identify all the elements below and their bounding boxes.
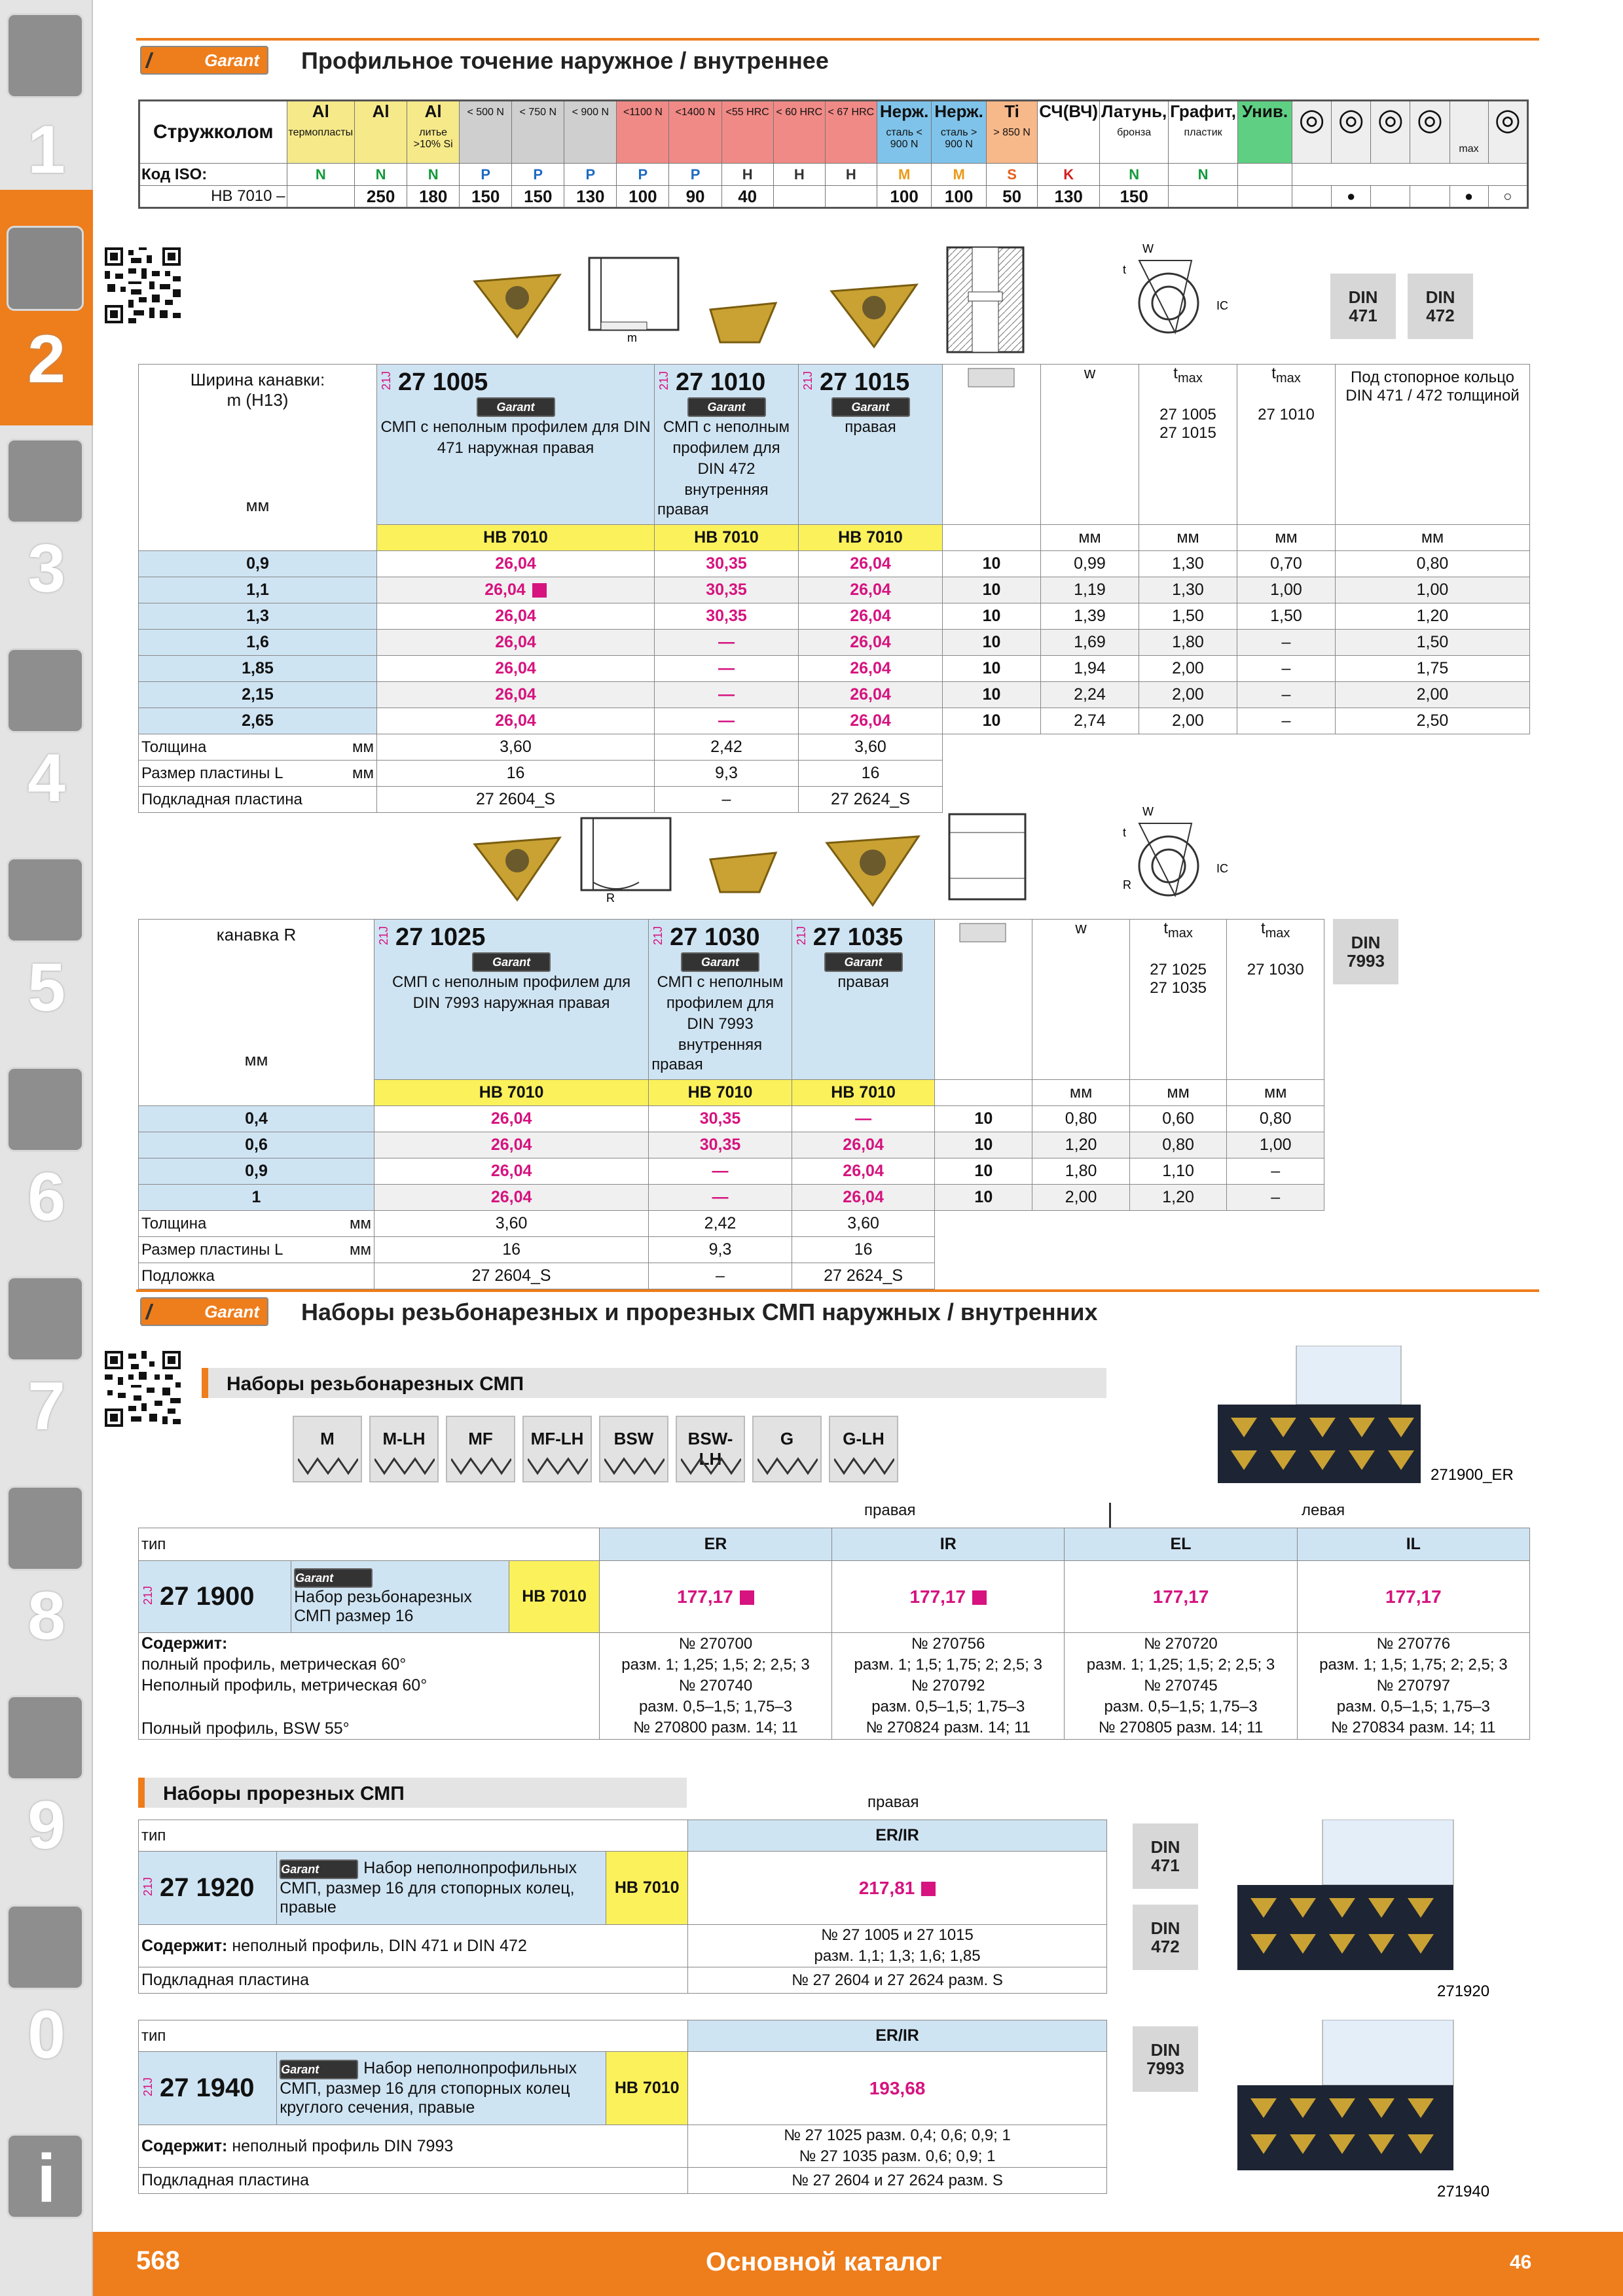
din-7993-badge: DIN 7993 <box>1333 919 1398 984</box>
table-row: 2,65 26,04 — 26,04 10 2,74 2,00 – 2,50 <box>139 708 1530 734</box>
set-price[interactable]: 193,68 <box>688 2052 1107 2125</box>
chapter-1-number[interactable]: 1 <box>27 112 65 188</box>
article-header-1: 21J 27 1010 Garant СМП с неполным профилем для DIN 472 внутренняя правая <box>655 365 799 525</box>
grade: HB 7010 <box>606 1852 688 1925</box>
price-cell[interactable]: 26,04 <box>792 1132 935 1158</box>
footer-row: Размер пластины L мм 16 9,3 16 <box>139 761 1530 787</box>
chip-shape-icon-0: ◎ <box>1292 101 1332 164</box>
price-cell[interactable]: 26,04 <box>377 577 655 603</box>
hb-value-6: 100 <box>617 186 669 208</box>
price-cell[interactable]: 26,04 <box>377 630 655 656</box>
set-contents: Содержит: неполный профиль DIN 7993 <box>139 2125 688 2168</box>
mm-unit-r-1: мм <box>1129 1080 1227 1106</box>
stock-marker-icon <box>921 1882 936 1896</box>
price-cell[interactable]: 26,04 <box>377 656 655 682</box>
material-col-3: < 500 N <box>460 101 512 164</box>
chapter-4-number[interactable]: 4 <box>27 740 65 816</box>
chip-dot-2 <box>1410 186 1450 208</box>
chapter-1-icon[interactable] <box>7 13 84 98</box>
price-cell[interactable]: 30,35 <box>655 577 799 603</box>
groove-r-header: канавка R мм <box>139 920 374 1106</box>
sheet-number: 46 <box>1510 2251 1532 2273</box>
hb-value-3: 150 <box>460 186 512 208</box>
garant-logo-2: Garant <box>140 1297 268 1326</box>
w-header: w <box>1041 365 1139 525</box>
material-col-2: Al литье >10% Si <box>407 101 460 164</box>
table-row: 0,9 26,04 — 26,04 10 1,80 1,10 – <box>139 1158 1324 1185</box>
material-col-10: < 67 HRC <box>825 101 877 164</box>
m-label: m <box>627 331 637 344</box>
grade-1030: HB 7010 <box>649 1080 792 1106</box>
chapter-3-number[interactable]: 3 <box>27 531 65 607</box>
chapter-0-number[interactable]: 0 <box>27 1997 65 2073</box>
article-header-r-0: 21J 27 1025 Garant СМП с неполным профилем для DIN 7993 наружная правая <box>374 920 649 1080</box>
iso-code-16: N <box>1169 164 1238 186</box>
groove-drawing-outer <box>588 257 684 348</box>
chapter-2-icon[interactable] <box>7 226 84 311</box>
qr-code[interactable] <box>105 247 181 323</box>
iso-code-0: N <box>287 164 355 186</box>
set-price[interactable]: 217,81 <box>688 1852 1107 1925</box>
thread-type-7[interactable]: G-LH <box>829 1416 898 1482</box>
type-label: тип <box>139 1528 600 1561</box>
chip-dot-0: ● <box>1332 186 1371 208</box>
thread-type-2[interactable]: MF <box>446 1416 515 1482</box>
plate-value: № 27 2604 и 27 2624 разм. S <box>688 2168 1107 2194</box>
hb-value-10 <box>825 186 877 208</box>
garant-logo: Garant <box>140 46 268 75</box>
table-row: 1,6 26,04 — 26,04 10 1,69 1,80 – 1,50 <box>139 630 1530 656</box>
price-cell[interactable]: 26,04 <box>799 603 943 630</box>
din-471-badge: DIN 471 <box>1330 274 1396 339</box>
thread-type-5[interactable]: BSW-LH <box>676 1416 745 1482</box>
price-cell[interactable]: 26,04 <box>374 1158 649 1185</box>
thread-price-3[interactable]: 177,17 <box>1297 1561 1529 1633</box>
thread-price-1[interactable]: 177,17 <box>832 1561 1065 1633</box>
thread-type-1[interactable]: M-LH <box>369 1416 439 1482</box>
groove-set-table-271920 <box>138 1820 1107 1994</box>
article-header-0: 21J 27 1005 Garant СМП с неполным профилем для DIN 471 наружная правая <box>377 365 655 525</box>
insert-quantity-icon <box>943 365 1041 525</box>
thread-set-table <box>138 1528 1530 1740</box>
col-er-ir: ER/IR <box>688 1820 1107 1852</box>
chapter-6-icon[interactable] <box>7 1067 84 1152</box>
iso-code-9: H <box>773 164 825 186</box>
mm-unit-r-2: мм <box>1227 1080 1324 1106</box>
hb-value-1: 250 <box>355 186 407 208</box>
hb-value-12: 100 <box>932 186 986 208</box>
hb-label: HB 7010 – <box>139 186 287 208</box>
photo-label-271940: 271940 <box>1437 2183 1490 2200</box>
hb-value-7: 90 <box>669 186 721 208</box>
t-label-2: t <box>1123 826 1127 839</box>
thread-col-EL: EL <box>1065 1528 1297 1561</box>
groove-set-photo-271920 <box>1231 1820 1539 2003</box>
table-row: 1,3 26,04 30,35 26,04 10 1,39 1,50 1,50 1,20 <box>139 603 1530 630</box>
hb-value-11: 100 <box>877 186 931 208</box>
chapter-sidebar <box>0 0 93 2296</box>
chapter-5-number[interactable]: 5 <box>27 950 65 1026</box>
chip-dot-1 <box>1371 186 1410 208</box>
groove-insert-table-1 <box>138 364 1530 813</box>
grade: HB 7010 <box>606 2052 688 2125</box>
section-header-profile-turning <box>136 38 1539 75</box>
grade-1015: HB 7010 <box>799 525 943 551</box>
insert-quantity-icon-2 <box>935 920 1032 1080</box>
page-number: 568 <box>136 2246 180 2275</box>
price-cell[interactable]: 26,04 <box>799 577 943 603</box>
round-ring-diagram <box>1113 804 1231 902</box>
groove-width: 1,6 <box>139 630 377 656</box>
chip-shape-icon-3: ◎ <box>1410 101 1450 164</box>
chapter-9-number[interactable]: 9 <box>27 1787 65 1863</box>
footer-row: Толщина мм 3,60 2,42 3,60 <box>139 1211 1324 1237</box>
article-header-2: 21J 27 1015 Garant правая <box>799 365 943 525</box>
price-cell[interactable]: 26,04 <box>377 551 655 577</box>
insert-27-1030-image <box>707 850 779 895</box>
mm-unit-0: мм <box>1041 525 1139 551</box>
footer-row: Подложка 27 2604_S – 27 2624_S <box>139 1263 1324 1289</box>
info-letter[interactable]: i <box>37 2141 56 2217</box>
groove-set-table-271940 <box>138 2020 1107 2194</box>
footer-row: Размер пластины L мм 16 9,3 16 <box>139 1237 1324 1263</box>
type-label: тип <box>139 1820 688 1852</box>
thread-contents-3: № 270776 разм. 1; 1,5; 1,75; 2; 2,5; 3 № 270797 разм. 0,5–1,5; 1,75–3 № 270834 разм. 14; 11 <box>1297 1633 1529 1740</box>
section-title: Профильное точение наружное / внутреннее <box>301 47 829 74</box>
price-cell[interactable]: 30,35 <box>649 1106 792 1132</box>
groove-sets-subtitle: Наборы прорезных СМП <box>163 1783 405 1804</box>
stock-marker-icon <box>740 1590 754 1605</box>
thread-contents-0: № 270700 разм. 1; 1,25; 1,5; 2; 2,5; 3 № 270740 разм. 0,5–1,5; 1,75–3 № 270800 разм. 14; 11 <box>599 1633 831 1740</box>
iso-code-2: N <box>407 164 460 186</box>
table-row: 1 26,04 — 26,04 10 2,00 1,20 – <box>139 1185 1324 1211</box>
price-cell[interactable]: — <box>649 1158 792 1185</box>
thread-sets-subtitle-bar <box>202 1368 1106 1398</box>
mm-unit-3: мм <box>1336 525 1530 551</box>
tmax-header-2: $t_{max}$ 27 1010 <box>1237 365 1336 525</box>
chapter-9-icon[interactable] <box>7 1695 84 1780</box>
thread-contents-1: № 270756 разм. 1; 1,5; 1,75; 2; 2,5; 3 № 270792 разм. 0,5–1,5; 1,75–3 № 270824 разм. 14; 11 <box>832 1633 1065 1740</box>
footer-row: Подкладная пластина 27 2604_S – 27 2624_S <box>139 787 1530 813</box>
thread-type-0[interactable]: M <box>293 1416 362 1482</box>
chip-dot-3: ● <box>1450 186 1488 208</box>
page-footer <box>93 2232 1623 2296</box>
hb-value-13: 50 <box>986 186 1037 208</box>
price-cell[interactable]: 26,04 <box>374 1106 649 1132</box>
iso-code-17 <box>1238 164 1292 186</box>
hb-value-4: 150 <box>512 186 564 208</box>
catalog-title: Основной каталог <box>706 2248 942 2276</box>
groove-insert-table-2 <box>138 919 1324 1289</box>
chapter-6-number[interactable]: 6 <box>27 1159 65 1235</box>
groove-width: 0,9 <box>139 551 377 577</box>
grade-1010: HB 7010 <box>655 525 799 551</box>
groove-right-label: правая <box>867 1793 919 1811</box>
article-code: 21J 27 1920 <box>139 1852 277 1925</box>
material-col-6: <1100 N <box>617 101 669 164</box>
iso-code-10: H <box>825 164 877 186</box>
ring-header: Под стопорное кольцо DIN 471 / 472 толщиной <box>1336 365 1530 525</box>
price-cell[interactable]: 26,04 <box>799 682 943 708</box>
chapter-8-icon[interactable] <box>7 1486 84 1571</box>
tmax-header-r2: $t_{max}$ 27 1030 <box>1227 920 1324 1080</box>
w-header-2: w <box>1032 920 1129 1080</box>
table-row: 1,85 26,04 — 26,04 10 1,94 2,00 – 1,75 <box>139 656 1530 682</box>
material-col-17: Унив. <box>1238 101 1292 164</box>
tmax-header-1: $t_{max}$ 27 1005 27 1015 <box>1139 365 1237 525</box>
material-col-14: СЧ(ВЧ) <box>1038 101 1100 164</box>
groove-width: 1,1 <box>139 577 377 603</box>
stock-marker-icon <box>972 1590 987 1605</box>
thread-contents-2: № 270720 разм. 1; 1,25; 1,5; 2; 2,5; 3 № 270745 разм. 0,5–1,5; 1,75–3 № 270805 разм. 14; 11 <box>1065 1633 1297 1740</box>
thread-set-desc: Garant Набор резьбонарезных СМП размер 16 <box>291 1561 509 1633</box>
thread-set-photo <box>1218 1346 1532 1490</box>
article-code: 21J 27 1940 <box>139 2052 277 2125</box>
type-label: тип <box>139 2020 688 2052</box>
photo-label-271920: 271920 <box>1437 1982 1490 2000</box>
iso-code-1: N <box>355 164 407 186</box>
material-col-13: Ti > 850 N <box>986 101 1037 164</box>
thread-right-label: правая <box>864 1501 916 1519</box>
hb-value-14: 130 <box>1038 186 1100 208</box>
chapter-4-icon[interactable] <box>7 648 84 733</box>
thread-left-label: левая <box>1302 1501 1345 1519</box>
mm-unit-1: мм <box>1139 525 1237 551</box>
set-contents: Содержит: неполный профиль, DIN 471 и DIN 472 <box>139 1925 688 1967</box>
thread-col-ER: ER <box>599 1528 831 1561</box>
material-col-12: Нерж. сталь > 900 N <box>932 101 986 164</box>
din-472-badge-2: DIN 472 <box>1133 1905 1198 1970</box>
price-cell[interactable]: — <box>655 682 799 708</box>
chip-dot-4: ○ <box>1488 186 1527 208</box>
thread-contents: Содержит: полный профиль, метрическая 60° Неполный профиль, метрическая 60° Полный профиль, BSW 55° <box>139 1633 600 1740</box>
set-description: Garant Набор неполнопрофильных СМП, размер 16 для стопорных колец, правые <box>277 1852 606 1925</box>
price-cell[interactable]: 26,04 <box>799 630 943 656</box>
chip-shape-icon-5: ◎ <box>1488 101 1527 164</box>
chip-shape-icon-2: ◎ <box>1371 101 1410 164</box>
stock-marker-icon <box>532 583 547 598</box>
iso-code-7: P <box>669 164 721 186</box>
hb-value-0 <box>287 186 355 208</box>
plate-value: № 27 2604 и 27 2624 разм. S <box>688 1967 1107 1994</box>
table-row: 2,15 26,04 — 26,04 10 2,24 2,00 – 2,00 <box>139 682 1530 708</box>
iso-code-14: K <box>1038 164 1100 186</box>
groove-width: 1,85 <box>139 656 377 682</box>
grade-1035: HB 7010 <box>792 1080 935 1106</box>
chapter-2-number[interactable]: 2 <box>27 321 65 397</box>
price-cell[interactable]: 26,04 <box>792 1158 935 1185</box>
material-col-1: Al <box>355 101 407 164</box>
ic-label-2: IC <box>1216 862 1228 875</box>
material-table <box>138 99 1529 209</box>
table-row: 0,6 26,04 30,35 26,04 10 1,20 0,80 1,00 <box>139 1132 1324 1158</box>
din-7993-badge-2: DIN 7993 <box>1133 2026 1198 2092</box>
thread-sets-subtitle: Наборы резьбонарезных СМП <box>227 1373 524 1395</box>
price-cell[interactable]: 26,04 <box>374 1185 649 1211</box>
chapter-7-number[interactable]: 7 <box>27 1369 65 1444</box>
groove-width: 1,3 <box>139 603 377 630</box>
col-er-ir: ER/IR <box>688 2020 1107 2052</box>
material-col-11: Нерж. сталь < 900 N <box>877 101 931 164</box>
price-cell[interactable]: 26,04 <box>377 708 655 734</box>
groove-width: 2,15 <box>139 682 377 708</box>
hb-value-5: 130 <box>564 186 617 208</box>
material-col-9: < 60 HRC <box>773 101 825 164</box>
qr-code-2[interactable] <box>105 1351 181 1427</box>
hb-value-16 <box>1169 186 1238 208</box>
thread-col-IR: IR <box>832 1528 1065 1561</box>
mm-unit-r-0: мм <box>1032 1080 1129 1106</box>
article-header-r-2: 21J 27 1035 Garant правая <box>792 920 935 1080</box>
material-col-7: <1400 N <box>669 101 721 164</box>
w-label: W <box>1142 242 1154 255</box>
iso-code-12: M <box>932 164 986 186</box>
grade-1025: HB 7010 <box>374 1080 649 1106</box>
hb-value-17 <box>1238 186 1292 208</box>
material-col-16: Графит, пластик <box>1169 101 1238 164</box>
hb-value-2: 180 <box>407 186 460 208</box>
iso-code-8: H <box>721 164 773 186</box>
groove-r-drawing-outer <box>580 817 678 908</box>
article-271900: 21J 27 1900 <box>139 1561 291 1633</box>
chip-shape-icon-4: max <box>1450 101 1488 164</box>
iso-label: Код ISO: <box>139 164 287 186</box>
thread-price-0[interactable]: 177,17 <box>599 1561 831 1633</box>
iso-code-15: N <box>1100 164 1169 186</box>
section-header-insert-sets <box>136 1289 1539 1326</box>
tmax-header-r1: $t_{max}$ 27 1025 27 1035 <box>1129 920 1227 1080</box>
r-label-2: R <box>1123 878 1131 891</box>
price-cell[interactable]: — <box>649 1185 792 1211</box>
chapter-0-icon[interactable] <box>7 1905 84 1990</box>
width-header: Ширина канавки: m (H13) мм <box>139 365 377 551</box>
thread-price-2[interactable]: 177,17 <box>1065 1561 1297 1633</box>
material-col-8: <55 HRC <box>721 101 773 164</box>
material-col-15: Латунь, бронза <box>1100 101 1169 164</box>
price-cell[interactable]: 30,35 <box>655 551 799 577</box>
price-cell[interactable]: — <box>655 630 799 656</box>
table-row: 0,4 26,04 30,35 — 10 0,80 0,60 0,80 <box>139 1106 1324 1132</box>
iso-code-11: M <box>877 164 931 186</box>
insert-27-1025-image <box>471 831 563 903</box>
price-cell[interactable]: 26,04 <box>792 1185 935 1211</box>
insert-27-1035-image <box>824 830 922 908</box>
material-col-5: < 900 N <box>564 101 617 164</box>
iso-code-13: S <box>986 164 1037 186</box>
iso-code-3: P <box>460 164 512 186</box>
plate-label: Подкладная пластина <box>139 1967 688 1994</box>
set-contents-values: № 27 1005 и 27 1015 разм. 1,1; 1,3; 1,6; 1,85 <box>688 1925 1107 1967</box>
chapter-3-icon[interactable] <box>7 439 84 524</box>
chapter-5-icon[interactable] <box>7 857 84 942</box>
mm-unit-2: мм <box>1237 525 1336 551</box>
price-cell[interactable]: — <box>792 1106 935 1132</box>
price-cell[interactable]: — <box>655 656 799 682</box>
price-cell[interactable]: 26,04 <box>377 603 655 630</box>
hb-value-8: 40 <box>721 186 773 208</box>
section-title-2: Наборы резьбонарезных и прорезных СМП наружных / внутренних <box>301 1299 1098 1325</box>
chapter-7-icon[interactable] <box>7 1276 84 1361</box>
groove-width: 2,65 <box>139 708 377 734</box>
material-col-4: < 750 N <box>512 101 564 164</box>
snap-ring-diagram <box>1113 241 1231 339</box>
groove-sets-subtitle-bar <box>138 1778 687 1808</box>
hb-value-9 <box>773 186 825 208</box>
price-cell[interactable]: 26,04 <box>799 708 943 734</box>
set-description: Garant Набор неполнопрофильных СМП, размер 16 для стопорных колец круглого сечения, правые <box>277 2052 606 2125</box>
insert-27-1015-image <box>828 278 920 350</box>
price-cell[interactable]: 30,35 <box>649 1132 792 1158</box>
price-cell[interactable]: 26,04 <box>374 1132 649 1158</box>
thread-type-3[interactable]: MF-LH <box>522 1416 592 1482</box>
iso-code-5: P <box>564 164 617 186</box>
chapter-8-number[interactable]: 8 <box>27 1578 65 1654</box>
iso-code-6: P <box>617 164 669 186</box>
thread-grade: HB 7010 <box>509 1561 600 1633</box>
w-label-2: W <box>1142 805 1154 818</box>
hb-value-15: 150 <box>1100 186 1169 208</box>
chip-shape-icon-1: ◎ <box>1332 101 1371 164</box>
price-cell[interactable]: 26,04 <box>799 551 943 577</box>
thread-col-IL: IL <box>1297 1528 1529 1561</box>
price-cell[interactable]: — <box>655 708 799 734</box>
chipbreaker-label: Стружколом <box>139 101 287 164</box>
groove-r-drawing-inner <box>948 813 1027 905</box>
din-472-badge: DIN 472 <box>1408 274 1473 339</box>
thread-type-6[interactable]: G <box>752 1416 822 1482</box>
table-row: 0,9 26,04 30,35 26,04 10 0,99 1,30 0,70 0,80 <box>139 551 1530 577</box>
price-cell[interactable]: 26,04 <box>377 682 655 708</box>
article-header-r-1: 21J 27 1030 Garant СМП с неполным профилем для DIN 7993 внутренняя правая <box>649 920 792 1080</box>
r-label: R <box>606 891 615 905</box>
price-cell[interactable]: 26,04 <box>799 656 943 682</box>
insert-27-1010-image <box>707 300 779 346</box>
t-label: t <box>1123 263 1127 276</box>
groove-set-photo-271940 <box>1231 2020 1539 2203</box>
footer-row: Толщина мм 3,60 2,42 3,60 <box>139 734 1530 761</box>
plate-label: Подкладная пластина <box>139 2168 688 2194</box>
thread-type-4[interactable]: BSW <box>599 1416 668 1482</box>
set-contents-values: № 27 1025 разм. 0,4; 0,6; 0,9; 1 № 27 1035 разм. 0,6; 0,9; 1 <box>688 2125 1107 2168</box>
material-col-0: Al термопласты <box>287 101 355 164</box>
thread-photo-label: 271900_ER <box>1431 1466 1514 1484</box>
table-row: 1,1 26,04 30,35 26,04 10 1,19 1,30 1,00 1,00 <box>139 577 1530 603</box>
insert-27-1005-image <box>471 268 563 340</box>
price-cell[interactable]: 30,35 <box>655 603 799 630</box>
ic-label: IC <box>1216 299 1228 312</box>
grade-1005: HB 7010 <box>377 525 655 551</box>
iso-code-4: P <box>512 164 564 186</box>
groove-drawing-inner <box>946 246 1025 357</box>
din-471-badge-2: DIN 471 <box>1133 1823 1198 1889</box>
